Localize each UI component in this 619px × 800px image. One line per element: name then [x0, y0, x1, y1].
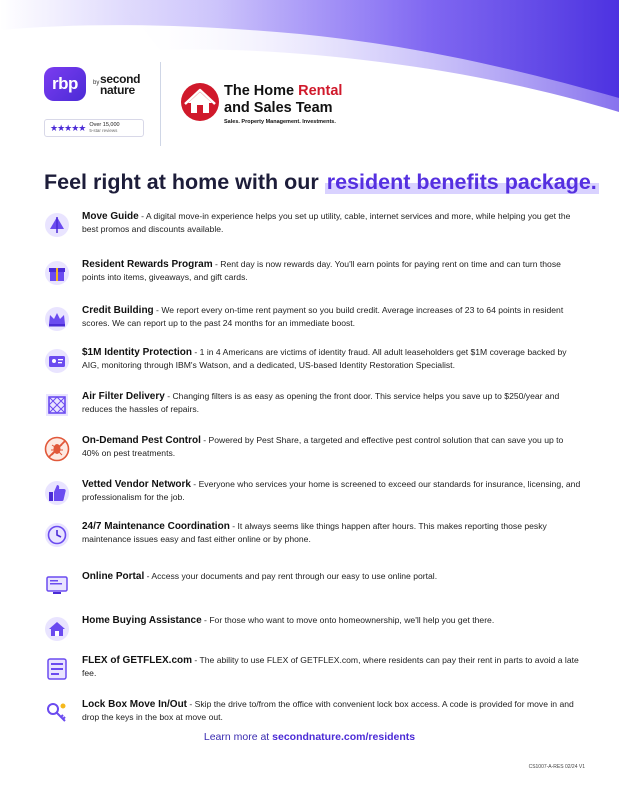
benefit-title: Resident Rewards Program	[82, 259, 213, 270]
keys-icon	[44, 700, 70, 726]
benefit-description: Access your documents and pay rent through our easy to use online portal.	[151, 571, 438, 581]
benefit-description: 1 in 4 Americans are victims of identity fraud. All adult leaseholders get $1M coverage backed by AIG, monitoring through IBM's Watson, and a dedicated, US-based Identity Restoration Specialist.	[82, 347, 567, 370]
benefit-description: Changing filters is as easy as opening the front door. This service helps you save up to $250/year and reduces the hassles of repairs.	[82, 391, 560, 414]
pest-control-icon	[44, 436, 70, 462]
flex-card-icon	[44, 656, 70, 682]
benefit-description: Powered by Pest Share, a targeted and effective pest control solution that can save you up to 40% on pest treatments.	[82, 435, 564, 458]
benefit-description: For those who want to move onto homeownership, we'll help you get there.	[209, 615, 495, 625]
benefit-title: Move Guide	[82, 211, 139, 222]
document-code: CS1007-A-RES 02/24 V1	[528, 764, 585, 770]
benefit-description: We report every on-time rent payment so you build credit. Average increases of 23 to 64 points in resident scores. We can report up to the past 24 months for an immediate boost.	[82, 305, 564, 328]
benefit-title: Vetted Vendor Network	[82, 479, 191, 490]
benefit-description: Rent day is now rewards day. You'll earn points for paying rent on time and can turn those points into items, giveaways, and gift cards.	[82, 259, 561, 282]
benefit-description: Everyone who services your home is screened to exceed our standards for insurance, licensing, and professionalism for the job.	[82, 479, 581, 502]
reviews-badge	[44, 119, 144, 137]
benefit-title: Home Buying Assistance	[82, 615, 202, 626]
benefit-description: A digital move-in experience helps you set up utility, cable, internet services and more, while helping you get the best promos and discounts available.	[82, 211, 571, 234]
benefit-description: Skip the drive to/from the office with convenient lock box access. A code is provided for move in and drop the keys in the box at move out.	[82, 699, 574, 722]
credit-crown-icon	[44, 306, 70, 332]
logo-divider	[160, 62, 161, 146]
benefit-title: Lock Box Move In/Out	[82, 699, 188, 710]
learn-more: Learn more at secondnature.com/residents	[203, 731, 416, 743]
identity-protection-icon	[44, 348, 70, 374]
benefit-title: Air Filter Delivery	[82, 391, 165, 402]
benefit-title: FLEX of GETFLEX.com	[82, 655, 193, 666]
header	[0, 0, 619, 160]
move-guide-icon	[44, 212, 70, 238]
benefit-title: Credit Building	[82, 305, 154, 316]
benefit-title: Online Portal	[82, 571, 145, 582]
reviews-count: Over 15,000	[89, 122, 120, 128]
team-logo	[180, 80, 380, 130]
learn-more-link[interactable]: secondnature.com/residents	[272, 731, 416, 743]
thumbs-up-icon	[44, 480, 70, 506]
benefit-title: On-Demand Pest Control	[82, 435, 201, 446]
home-buying-icon	[44, 616, 70, 642]
team-name: The Home Rental and Sales Team	[224, 83, 343, 116]
rbp-by-label: by	[93, 80, 100, 86]
clock-icon	[44, 522, 70, 548]
air-filter-icon	[44, 392, 70, 418]
reviews-sub: 5-star reviews	[89, 128, 118, 133]
benefit-description: The ability to use FLEX of GETFLEX.com, where residents can pay their rent in parts to avoid a late fee.	[82, 655, 579, 678]
house-logo-icon	[180, 82, 220, 122]
page-headline: Feel right at home with our resident benefits package.	[44, 170, 597, 194]
headline-highlight: resident benefits package.	[326, 170, 597, 194]
benefit-description: It always seems like things happen after hours. This makes reporting those pesky maintenance issues easy and fast either online or by phone.	[82, 521, 547, 544]
second-nature-brand: second nature	[100, 72, 141, 97]
rbp-logo-mark: rbp	[44, 67, 86, 101]
benefit-title: $1M Identity Protection	[82, 347, 193, 358]
star-rating-icon: ★★★★★	[50, 122, 86, 133]
online-portal-icon	[44, 572, 70, 598]
gift-icon	[44, 260, 70, 286]
benefit-title: 24/7 Maintenance Coordination	[82, 521, 230, 532]
team-tagline: Sales. Property Management. Investments.	[224, 119, 336, 125]
